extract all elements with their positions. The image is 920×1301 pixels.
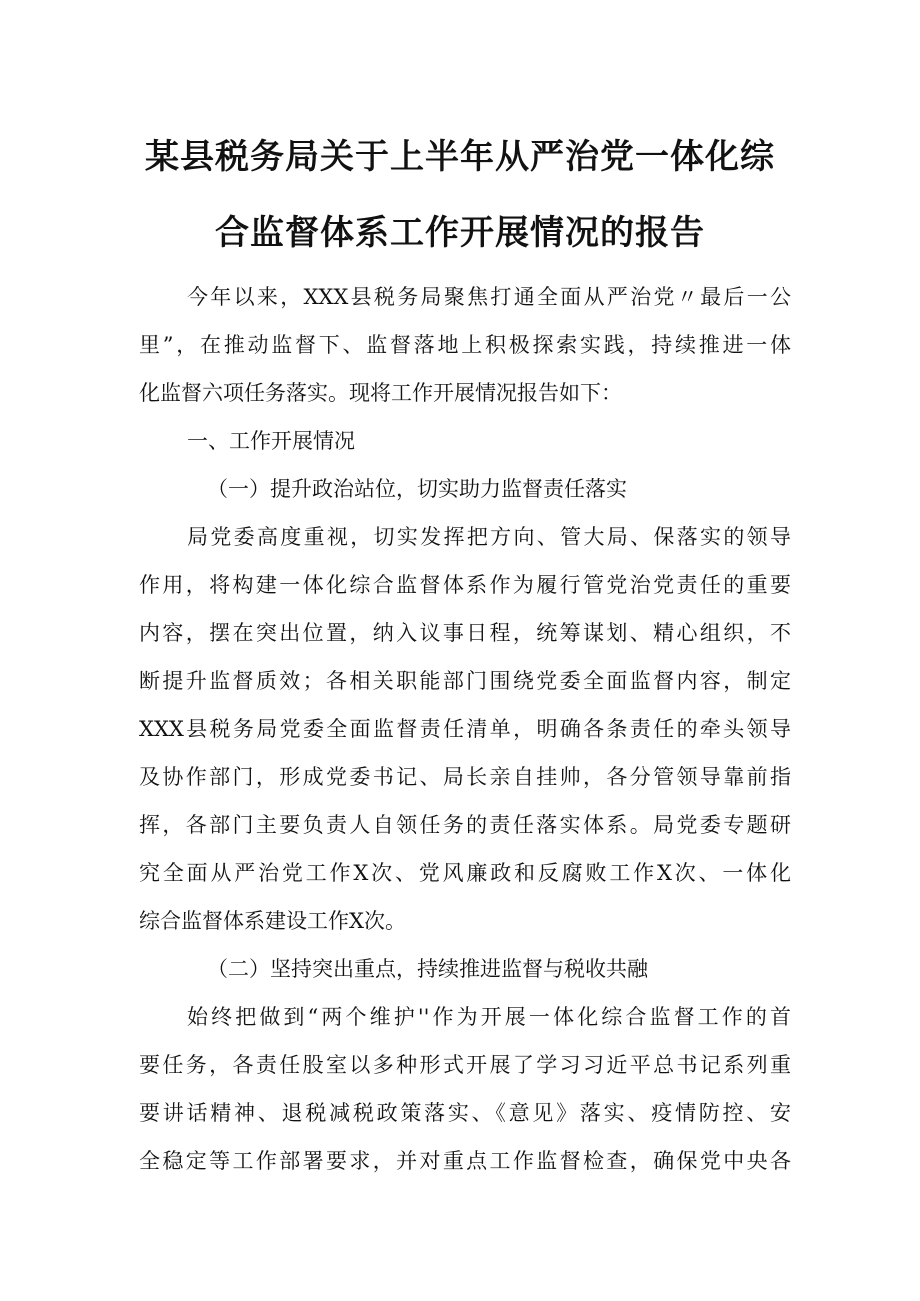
subsection-heading: （二）坚持突出重点，持续推进监督与税收共融	[207, 957, 648, 981]
body-line: 内容，摆在突出位置，纳入议事日程，统筹谋划、精心组织，不	[139, 621, 791, 645]
body-line: 局党委高度重视，切实发挥把方向、管大局、保落实的领导	[187, 525, 791, 549]
body-line: 今年以来，XXX县税务局聚焦打通全面从严治党〃最后一公	[187, 285, 791, 309]
body-line: 及协作部门，形成党委书记、局长亲自挂帅，各分管领导靠前指	[139, 765, 791, 789]
body-line: 全稳定等工作部署要求，并对重点工作监督检查，确保党中央各	[139, 1149, 791, 1173]
body-line: 要任务，各责任股室以多种形式开展了学习习近平总书记系列重	[139, 1053, 791, 1077]
subsection-heading: （一）提升政治站位，切实助力监督责任落实	[207, 477, 627, 501]
body-line: 要讲话精神、退税减税政策落实、《意见》落实、疫情防控、安	[139, 1101, 791, 1125]
document-title-line-2: 合监督体系工作开展情况的报告	[215, 213, 705, 253]
body-line: 究全面从严治党工作X次、党风廉政和反腐败工作X次、一体化	[139, 861, 791, 885]
body-line: XXX县税务局党委全面监督责任清单，明确各条责任的牵头领导	[139, 717, 791, 741]
body-line: 作用，将构建一体化综合监督体系作为履行管党治党责任的重要	[139, 573, 791, 597]
body-line: 化监督六项任务落实。现将工作开展情况报告如下：	[139, 381, 622, 405]
body-line: 综合监督体系建设工作X次。	[139, 909, 406, 933]
body-line: 里”，在推动监督下、监督落地上积极探索实践，持续推进一体	[139, 333, 791, 357]
section-heading: 一、工作开展情况	[187, 429, 355, 453]
body-line: 始终把做到“两个维护''作为开展一体化综合监督工作的首	[187, 1005, 791, 1029]
body-line: 断提升监督质效；各相关职能部门围绕党委全面监督内容，制定	[139, 669, 791, 693]
document-title-line-1: 某县税务局关于上半年从严治党一体化综	[145, 137, 775, 177]
body-line: 挥，各部门主要负责人自领任务的责任落实体系。局党委专题研	[139, 813, 791, 837]
